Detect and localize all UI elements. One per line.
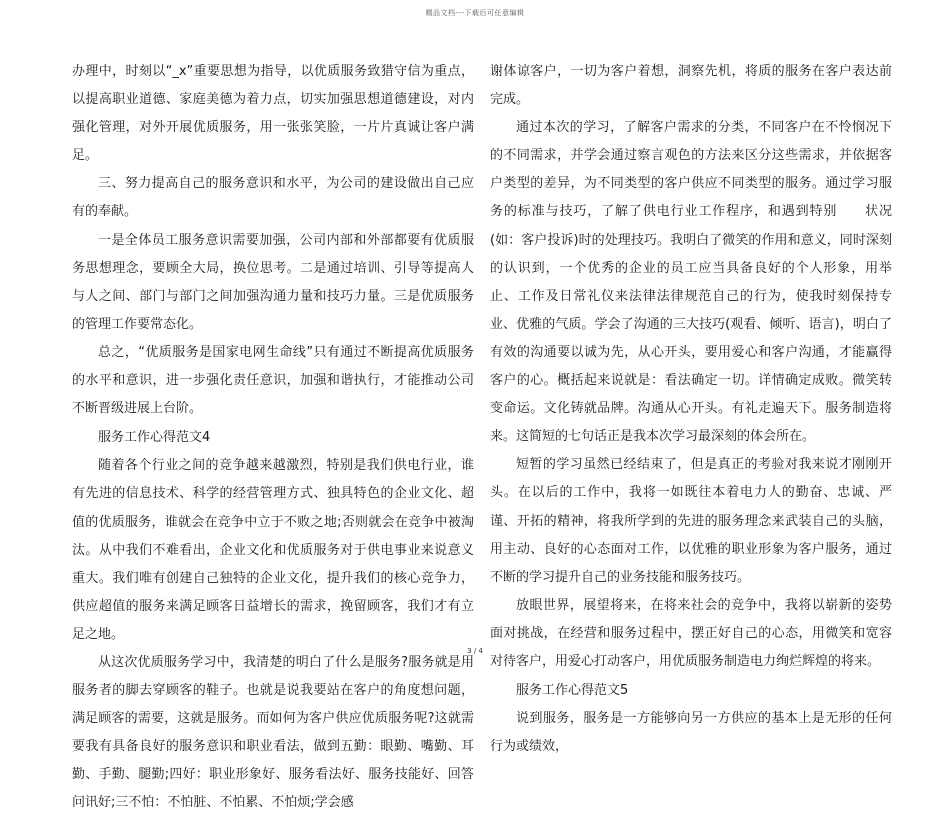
paragraph: 随着各个行业之间的竞争越来越激烈，特别是我们供电行业，谁有先进的信息技术、科学的经营管理方式、独具特色的企业文化、超值的优质服务，谁就会在竞争中立于不败之地;否则就会在竞争中被淘汰。从中我们不难看出，企业文化和优质服务对于供电事业来说意义重大。我们唯有创建自己独特的企业文化，提升我们的核心竞争力，供应超值的服务来满足顾客日益增长的需求，挽留顾客，我们才有立足之地。: [72, 458, 474, 642]
page-number: 3 / 4: [467, 647, 483, 655]
paragraph: 短暂的学习虽然已经结束了，但是真正的考验对我来说才刚刚开头。在以后的工作中，我将一如既往本着电力人的勤奋、忠诚、严谨、开拓的精神，将我所学到的先进的服务理念来武装自己的头脑，用主动、良好的心态面对工作，以优雅的职业形象为客户服务，通过不断的学习提升自己的业务技能和服务技巧。: [490, 457, 892, 585]
section-heading: 三、努力提高自己的服务意识和水平，为公司的建设做出自己应有的奉献。: [72, 176, 474, 220]
section-title: 服务工作心得范文4: [98, 430, 211, 446]
paragraph: 总之，“优质服务是国家电网生命线”只有通过不断提高优质服务的水平和意识，进一步强化责任意识，加强和谐执行，才能推动公司不断晋级进展上台阶。: [72, 344, 474, 417]
paragraph: 谢体谅客户，一切为客户着想，洞察先机，将质的服务在客户表达前完成。: [490, 64, 892, 108]
paragraph: 说到服务，服务是一方能够向另一方供应的基本上是无形的任何行为或绩效，: [490, 711, 892, 755]
page-header: 精品文档---下载后可任意编辑: [425, 9, 525, 17]
paragraph: 办理中，时刻以“_x”重要思想为指导，以优质服务致猎守信为重点，以提高职业道德、家庭美德为着力点，切实加强思想道德建设，对内强化管理，对外开展优质服务，用一张张笑脸，一片片真诚让客户满足。: [72, 64, 474, 164]
paragraph: 一是全体员工服务意识需要加强，公司内部和外部都要有优质服务思想理念，要顾全大局，换位思考。二是通过培训、引导等提高人与人之间、部门与部门之间加强沟通力量和技巧力量。三是优质服务的管理工作要常态化。: [72, 232, 474, 332]
paragraph: 通过本次的学习，了解客户需求的分类，不同客户在不怜悯况下的不同需求，并学会通过察言观色的方法来区分这些需求，并依据客户类型的差异，为不同类型的客户供应不同类型的服务。通过学习服务的标准与技巧，了解了供电行业工作程序，和遇到特别 状况(如：客户投诉)时的处理技巧。我明白了微笑的作用和意义，同时深刻的认识到，一个优秀的企业的员工应当具备良好的个人形象，用举止、工作及日常礼仪来法律法律规范自己的行为，使我时刻保持专业、优雅的气质。学会了沟通的三大技巧(观看、倾听、语言)，明白了有效的沟通要以诚为先，从心开头，要用爱心和客户沟通，才能赢得客户的心。概括起来说就是：看法确定一切。详情确定成败。微笑转变命运。文化铸就品牌。沟通从心开头。有礼走遍天下。服务制造将来。这简短的七句话正是我本次学习最深刻的体会所在。: [490, 120, 892, 445]
right-column: [490, 58, 892, 761]
paragraph: 放眼世界，展望将来，在将来社会的竞争中，我将以崭新的姿势面对挑战，在经营和服务过程中，摆正好自己的心态，用微笑和宽容对待客户，用爱心打动客户，用优质服务制造电力绚烂辉煌的将来。: [490, 597, 892, 669]
paragraph: 从这次优质服务学习中，我清楚的明白了什么是服务?服务就是用服务者的脚去穿顾客的鞋子。也就是说我要站在客户的角度想问题，满足顾客的需要，这就是服务。而如何为客户供应优质服务呢?这就需要我有具备良好的服务意识和职业看法，做到五勤：眼勤、嘴勤、耳勤、手勤、腿勤;四好：职业形象好、服务看法好、服务技能好、回答问讯好;三不怕：不怕脏、不怕累、不怕烦;学会感: [72, 654, 474, 811]
section-title: 服务工作心得范文5: [516, 683, 629, 699]
left-column: [72, 58, 474, 818]
